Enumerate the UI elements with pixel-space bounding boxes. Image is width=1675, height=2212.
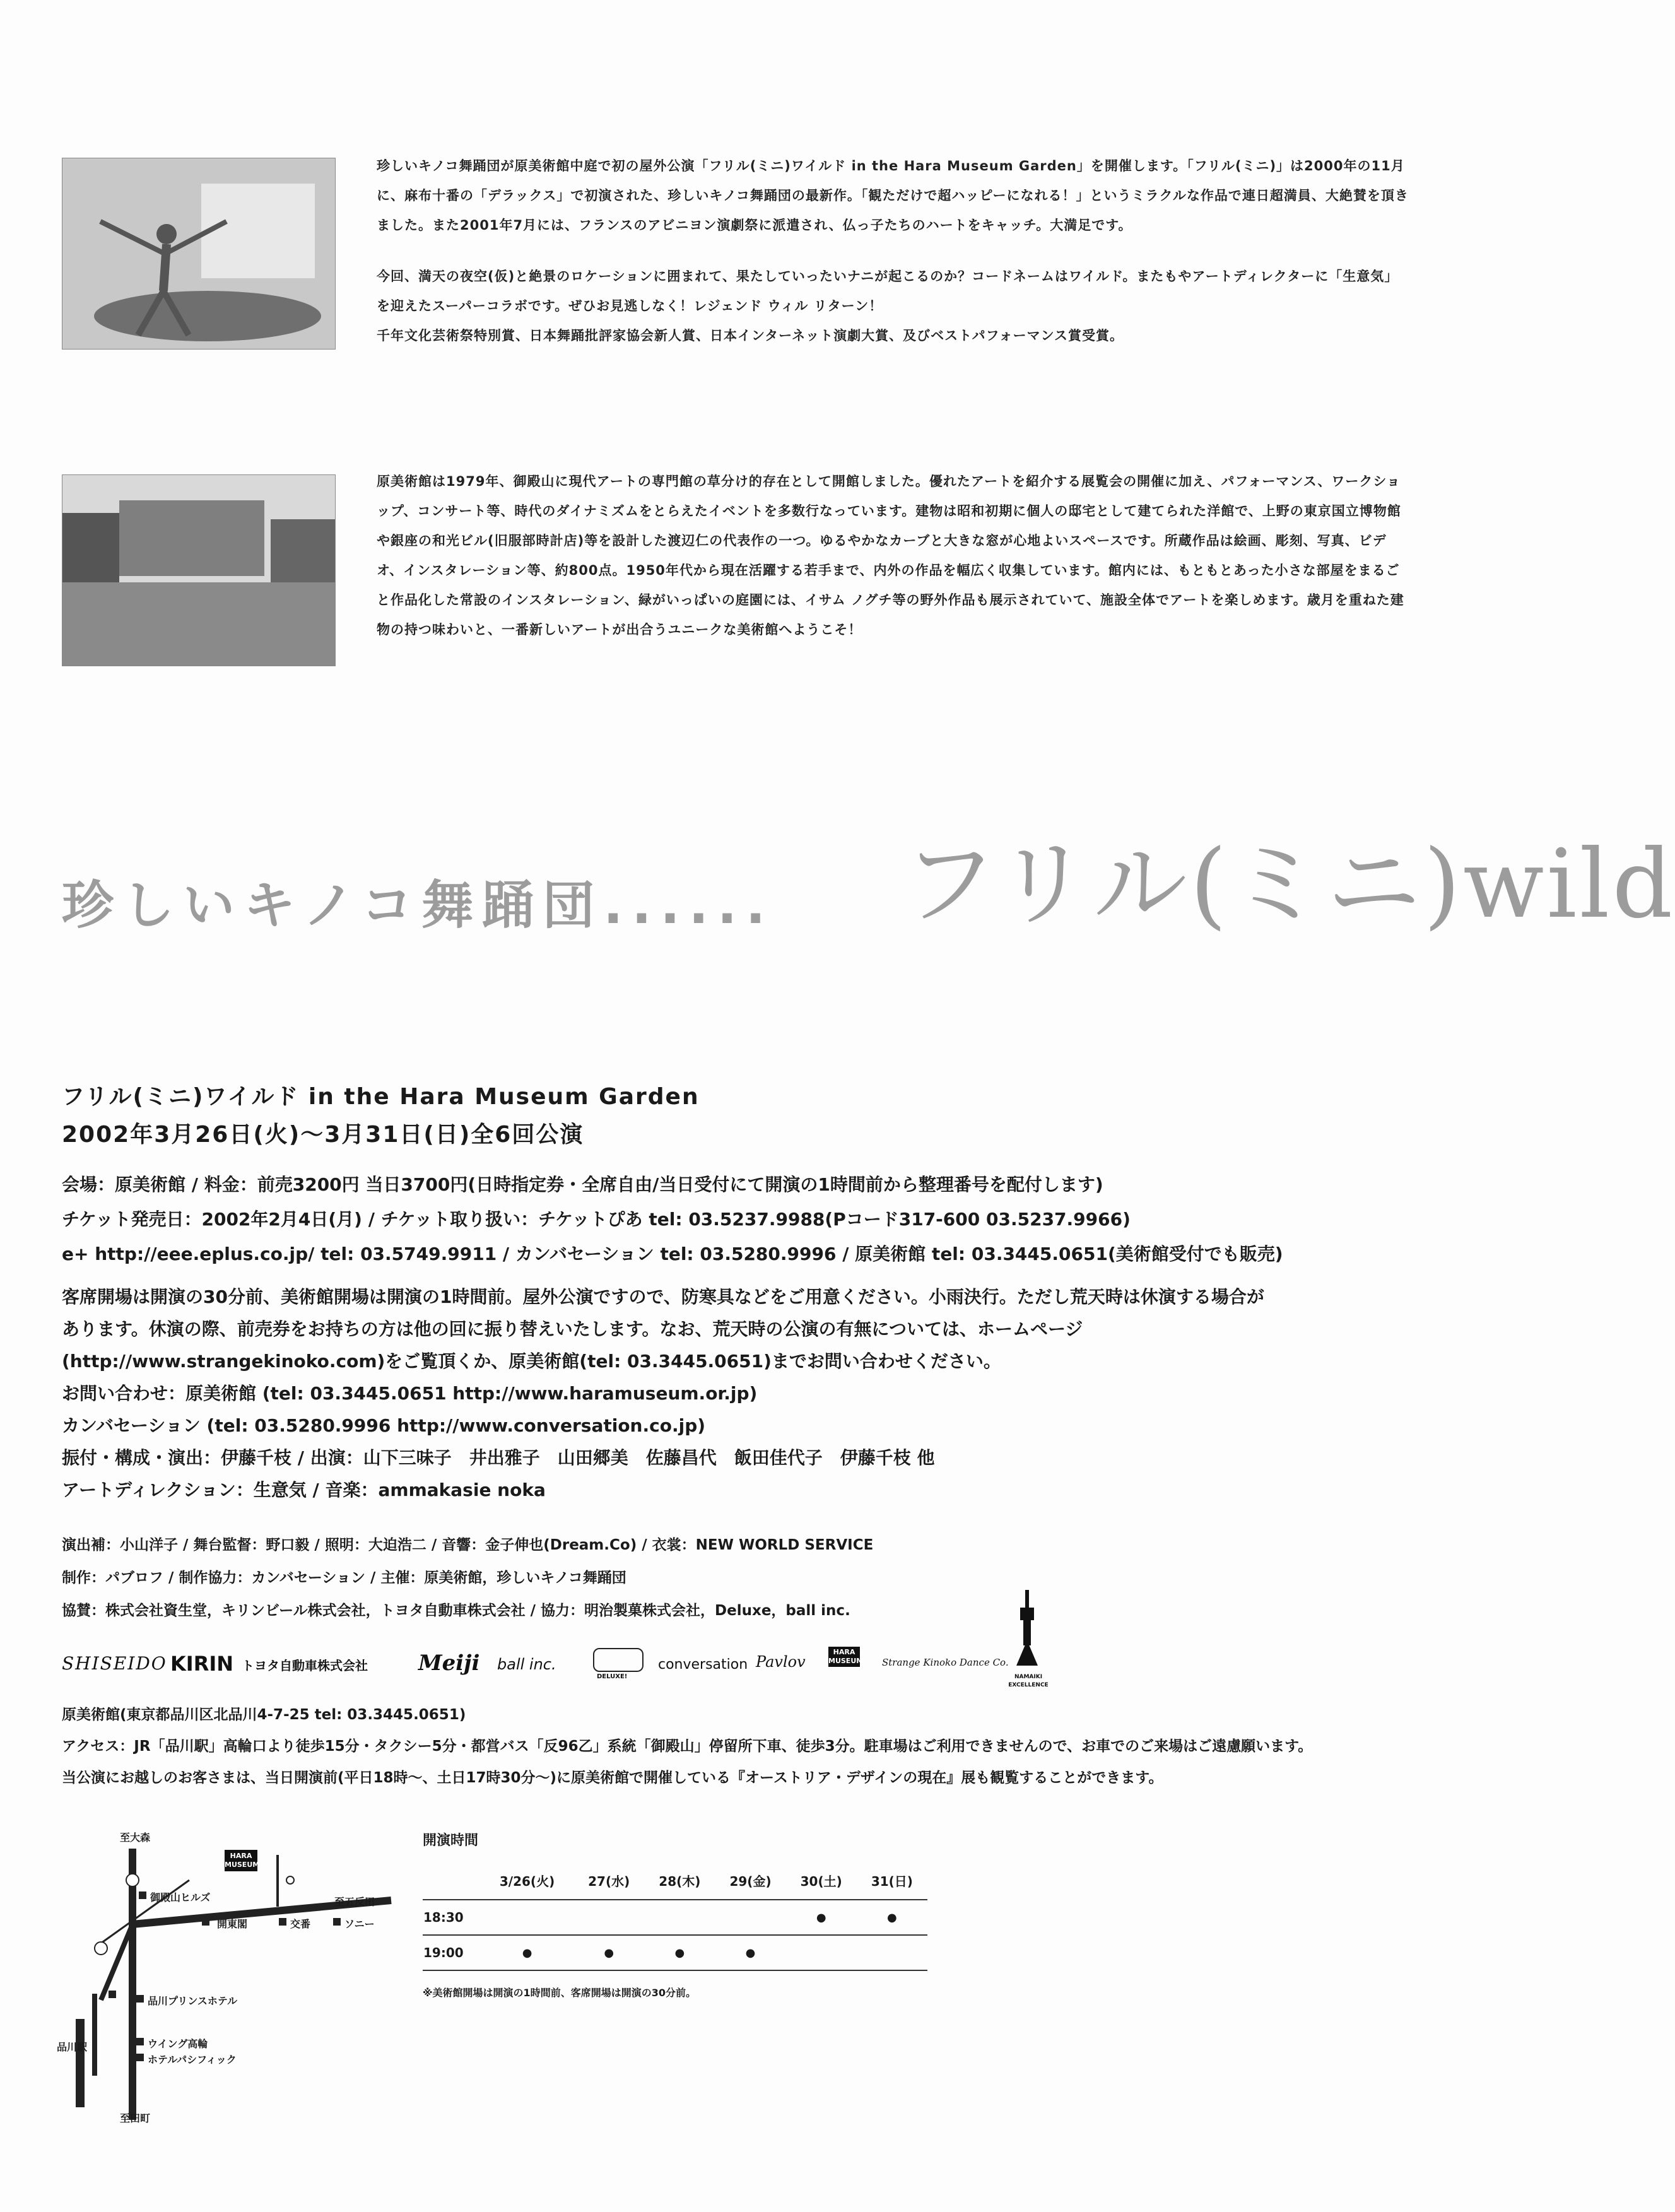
art-direction-music: アートディレクション：生意気 / 音楽：ammakasie noka [62,1480,546,1500]
access-block [62,1699,1312,1794]
schedule-table [423,1862,927,1971]
schedule-empty-cell [786,1935,857,1970]
toyota-logo: トヨタ自動車株式会社 [242,1658,368,1673]
map-label-koban: 交番 [290,1918,311,1930]
namaiki-label: NAMAIKI EXCELLENCE [1008,1674,1049,1688]
schedule-empty-cell [644,1900,715,1935]
schedule-day: 27(水) [588,1874,630,1889]
contact-museum: お問い合わせ：原美術館 (tel: 03.3445.0651 http://www.haramuseum.or.jp) [62,1383,758,1404]
kirin-logo: KIRIN [170,1652,234,1676]
choreography-cast: 振付・構成・演出：伊藤千枝 / 出演：山下三味子 井出雅子 山田郷美 佐藤昌代 飯田佳代子 伊藤千枝 他 [62,1447,935,1468]
notes-block [62,1281,1264,1506]
credits-production: 制作：パブロフ / 制作協力：カンバセーション / 主催：原美術館，珍しいキノコ舞踊団 [62,1570,626,1586]
kinoko-logo: Strange Kinoko Dance Co. [882,1657,1009,1668]
credits-block [62,1529,873,1627]
performance-dot: ● [674,1946,685,1960]
museum-paragraph: 原美術館は1979年、御殿山に現代アートの専門館の草分け的存在として開館しました。優れたアートを紹介する展覧会の開催に加え、パフォーマンス、ワークショップ、コンサート等、時代のダイナミズムをとらえたイベントを多数行なっています。建物は昭和初期に個人の邸宅として建てられた洋館で、上野の東京国立博物館や銀座の和光ビル(旧服部時計店)等を設計した渡辺仁の代表作の一つ。ゆるやかなカーブと大きな窓が心地よいスペースです。所蔵作品は絵画、彫刻、写真、ビデオ、インスタレーション等、約800点。1950年代から現在活躍する若手まで、内外の作品を幅広く収集しています。館内には、もともとあった小さな部屋をまるごと作品化した常設のインスタレーション、緑がいっぱいの庭園には、イサム ノグチ等の野外作品も展示されていて、施設全体でアートを楽しめます。歳月を重ねた建物の持つ味わいと、一番新しいアートが出合うユニークな美術館へようこそ！ [377,474,1404,637]
schedule-day: 31(日) [871,1874,913,1889]
schedule-body [423,1900,927,1970]
map-label-wing: ウイング高輪 [148,2038,208,2050]
exhibition-note: 当公演にお越しのお客さまは、当日開演前(平日18時～、土日17時30分～)に原美術館で開催している『オーストリア・デザインの現在』展も観覧することができます。 [62,1770,1163,1786]
meiji-logo: Meiji [418,1650,480,1676]
schedule-day: 30(土) [800,1874,842,1889]
intro-paragraph-1: 珍しいキノコ舞踊団が原美術館中庭で初の屋外公演「フリル(ミニ)ワイルド in the Hara Museum Garden」を開催します。「フリル(ミニ)」は2000年の11月に、麻布十番の「デラックス」で初演された、珍しいキノコ舞踊団の最新作。「観ただけで超ハッピーになれる！」というミラクルな作品で連日超満員、大絶賛を頂きました。また2001年7月には、フランスのアビニヨン演劇祭に派遣され、仏っ子たちのハートをキャッチ。大満足です。 [377,158,1409,233]
map-label-station: 品川駅 [57,2041,88,2053]
dancer-illustration [62,158,335,349]
schedule-empty-cell [857,1935,927,1970]
info-line-eplus: e+ http://eee.eplus.co.jp/ tel: 03.5749.9911 / カンバセーション tel: 03.5280.9996 / 原美術館 tel: 03.3445.0651(美術館受付でも販売) [62,1244,1283,1264]
schedule-empty-cell [573,1900,644,1935]
company-headline: 珍しいキノコ舞踊団...... [62,876,775,936]
museum-illustration [62,475,335,666]
note-line-2: あります。休演の際、前売券をお持ちの方は他の回に振り替えいたします。なお、荒天時の公演の有無については、ホームページ [62,1319,1083,1339]
schedule-row [423,1935,927,1970]
event-title: フリル(ミニ)ワイルド in the Hara Museum Garden [62,1084,700,1110]
map-label-kaitoen: 開東閣 [217,1918,248,1930]
conversation-logo: conversation [658,1657,748,1673]
note-line-1: 客席開場は開演の30分前、美術館開場は開演の1時間前。屋外公演ですので、防寒具などをご用意ください。小雨決行。ただし荒天時は休演する場合が [62,1286,1264,1307]
schedule-header-spacer [423,1862,481,1900]
hara-museum-logo: HARA MUSEUM [828,1647,860,1667]
performance-dot: ● [604,1946,614,1960]
museum-address: 原美術館(東京都品川区北品川4-7-25 tel: 03.3445.0651) [62,1707,466,1723]
performance-dot: ● [522,1946,532,1960]
schedule-day: 3/26(火) [499,1874,555,1889]
museum-text [377,467,1411,666]
access-directions: アクセス：JR「品川駅」高輪口より徒歩15分・タクシー5分・都営バス「反96乙」系統「御殿山」停留所下車、徒歩3分。駐車場はご利用できませんので、お車でのご来場はご遠慮願います。 [62,1738,1313,1755]
performance-dot: ● [887,1910,897,1924]
schedule-row [423,1900,927,1935]
deluxe-label: DELUXE! [597,1673,628,1680]
intro-text [377,151,1411,372]
credits-sponsors: 協賛：株式会社資生堂，キリンビール株式会社，トヨタ自動車株式会社 / 協力：明治製菓株式会社，Deluxe，ball inc. [62,1603,850,1619]
map-label-gotanda: 至五反田 [334,1896,375,1908]
schedule-day: 29(金) [729,1874,772,1889]
museum-photo [62,474,336,666]
frill-wild-logo: フリル(ミニ)wild [902,830,1675,939]
shiseido-logo: SHISEIDO [62,1653,167,1674]
credits-staff: 演出補：小山洋子 / 舞台監督：野口毅 / 照明：大迫浩二 / 音響：金子伸也(Dream.Co) / 衣裳：NEW WORLD SERVICE [62,1537,874,1553]
schedule-title: 開演時間 [423,1833,479,1849]
namaiki-tower-svg [1011,1590,1043,1672]
ticket-info [62,1167,1283,1271]
deluxe-logo [593,1648,644,1672]
map-label-south: 至田町 [120,2112,151,2124]
schedule [423,1830,927,1999]
performance-dot: ● [816,1910,826,1924]
info-line-venue: 会場：原美術館 / 料金：前売3200円 当日3700円(日時指定券・全席自由/当日受付にて開演の1時間前から整理番号を配付します) [62,1174,1103,1195]
ball-inc-logo: ball inc. [497,1656,556,1673]
schedule-day: 28(木) [659,1874,701,1889]
schedule-empty-cell [481,1900,573,1935]
map-label-north: 至大森 [120,1832,151,1844]
dance-photo [62,158,336,350]
pavlov-logo: Pavlov [756,1653,806,1671]
schedule-header-row [423,1862,927,1900]
map-label-pacific: ホテルパシフィック [148,2054,237,2066]
access-map [57,1830,404,2126]
schedule-empty-cell [715,1900,785,1935]
map-label-prince: 品川プリンスホテル [148,1995,238,2007]
namaiki-tower-icon [1011,1590,1043,1674]
map-label-museum: HARA MUSEUM [225,1850,257,1871]
performance-dot: ● [745,1946,756,1960]
map-roads [76,1830,404,2126]
note-line-3: (http://www.strangekinoko.com)をご覧頂くか、原美術館(tel: 03.3445.0651)までお問い合わせください。 [62,1351,1001,1372]
info-line-tickets: チケット発売日：2002年2月4日(月) / チケット取り扱い：チケットぴあ tel: 03.5237.9988(Pコード317-600 03.5237.9966) [62,1209,1131,1230]
contact-conversation: カンバセーション (tel: 03.5280.9996 http://www.conversation.co.jp) [62,1415,706,1436]
schedule-time: 19:00 [423,1945,464,1960]
schedule-time: 18:30 [423,1910,464,1925]
sponsor-logos [62,1634,1071,1703]
schedule-note: ※美術館開場は開演の1時間前、客席開場は開演の30分前。 [423,1987,696,1999]
event-dates: 2002年3月26日(火)～3月31日(日)全6回公演 [62,1122,584,1148]
intro-paragraph-2: 今回、満天の夜空(仮)と絶景のロケーションに囲まれて、果たしていったいナニが起こるのか？コードネームはワイルド。またもやアートディレクターに「生意気」を迎えたスーパーコラボです。ぜひお見逃しなく！レジェンド ウィル リターン！ 千年文化芸術祭特別賞、日本舞踊批評家協会新人賞、日本インターネット演劇大賞、及びベストパフォーマンス賞受賞。 [377,269,1399,343]
map-label-sony: ソニー [344,1918,375,1930]
map-label-gotenyama: 御殿山ヒルズ [150,1891,211,1903]
